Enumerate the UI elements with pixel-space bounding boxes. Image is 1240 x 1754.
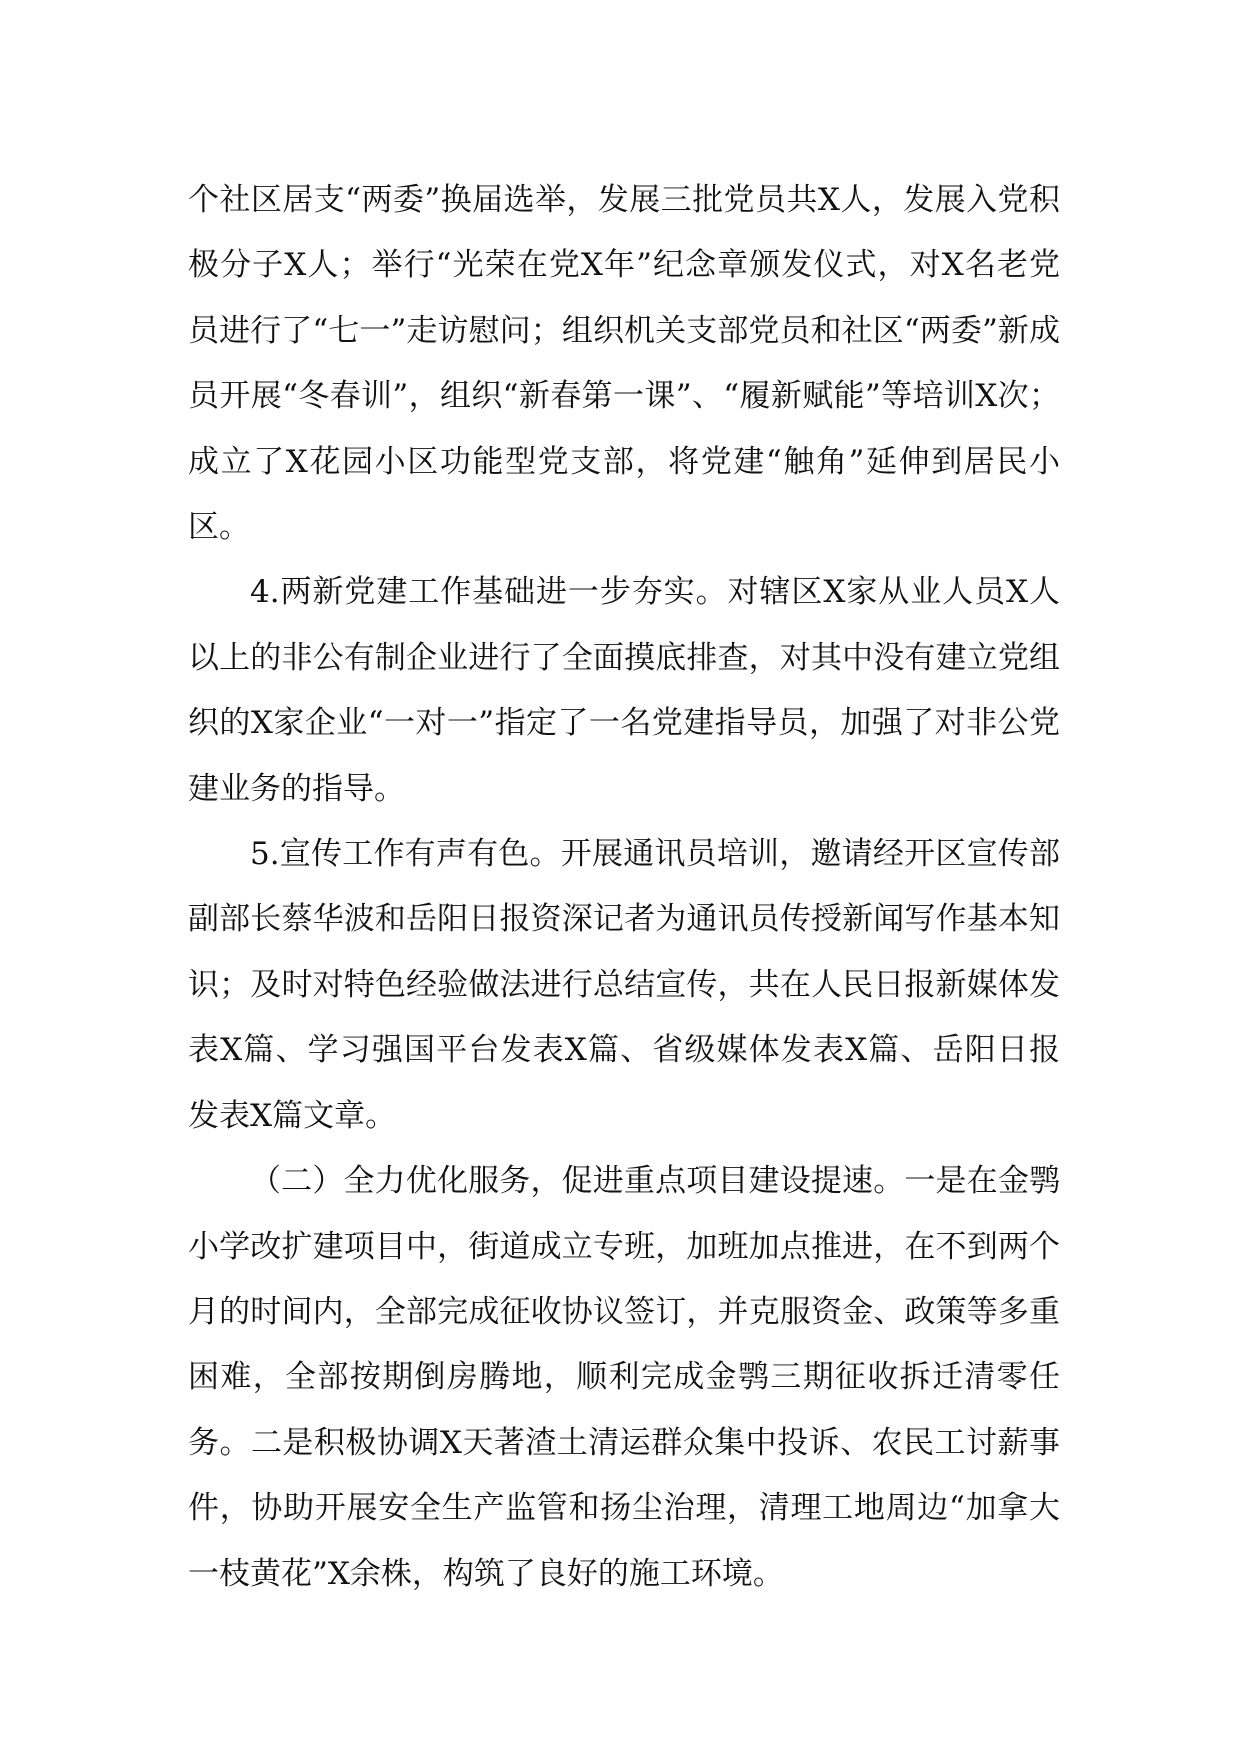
body-text [188,168,1060,1607]
paragraph-optimize-service: （二）全力优化服务，促进重点项目建设提速。一是在金鹗小学改扩建项目中，街道成立专班，加班加点推进，在不到两个月的时间内，全部完成征收协议签订，并克服资金、政策等多重困难，全部按期倒房腾地，顺利完成金鹗三期征收拆迁清零任务。二是积极协调X天著渣土清运群众集中投诉、农民工讨薪事件，协助开展安全生产监管和扬尘治理，清理工地周边“加拿大一枝黄花”X余株，构筑了良好的施工环境。 [188,1163,1060,1592]
paragraph-two-new-party-building: 4.两新党建工作基础进一步夯实。对辖区X家从业人员X人以上的非公有制企业进行了全面摸底排查，对其中没有建立党组织的X家企业“一对一”指定了一名党建指导员，加强了对非公党建业务的指导。 [188,574,1060,807]
paragraph-party-building-continued: 个社区居支“两委”换届选举，发展三批党员共X人，发展入党积极分子X人；举行“光荣在党X年”纪念章颁发仪式，对X名老党员进行了“七一”走访慰问；组织机关支部党员和社区“两委”新成员开展“冬春训”，组织“新春第一课”、“履新赋能”等培训X次；成立了X花园小区功能型党支部，将党建“触角”延伸到居民小区。 [188,182,1060,546]
paragraph-publicity-work: 5.宣传工作有声有色。开展通讯员培训，邀请经开区宣传部副部长蔡华波和岳阳日报资深记者为通讯员传授新闻写作基本知识；及时对特色经验做法进行总结宣传，共在人民日报新媒体发表X篇、学习强国平台发表X篇、省级媒体发表X篇、岳阳日报发表X篇文章。 [188,836,1060,1134]
